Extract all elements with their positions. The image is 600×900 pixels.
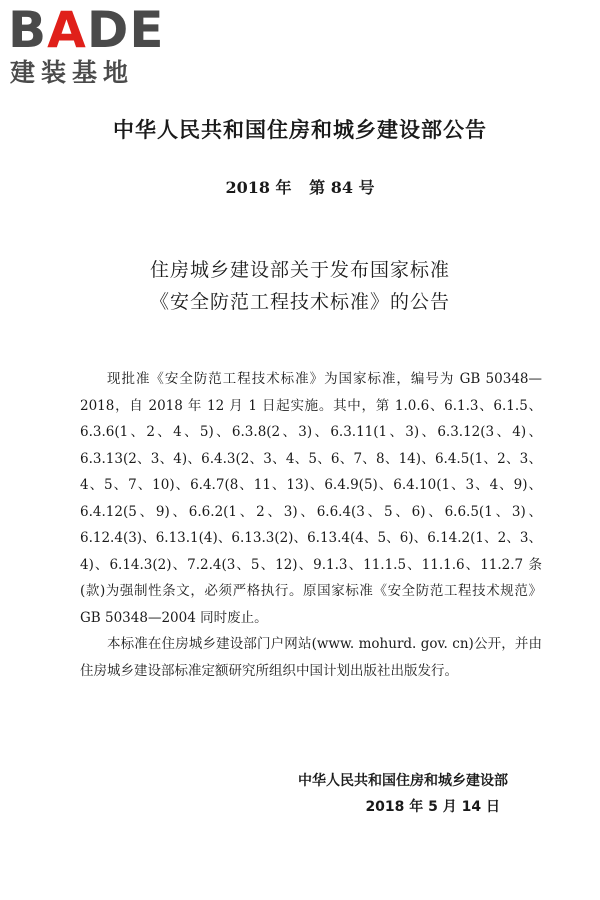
body-paragraph-1: 现批准《安全防范工程技术标准》为国家标准，编号为 GB 50348—2018，自 2018 年 12 月 1 日起实施。其中，第 1.0.6、6.1.3、6.1.5、6.3.6(1、2、4、5)、6.3.8(2、3)、6.3.11(1、3)、6.3.12(3、4)、6.3.13(2、3、4)、6.4.3(2、3、4、5、6、7、8、14)、6.4.5(1、2、3、4、5、7、10)、6.4.7(8、11、13)、6.4.9(5)、6.4.10(1、3、4、9)、6.4.12(5、9)、6.6.2(1、2、3)、6.6.4(3、5、6)、6.6.5(1、3)、6.12.4(3)、6.13.1(4)、6.13.3(2)、6.13.4(4、5、6)、6.14.2(1、2、3、4)、6.14.3(2)、7.2.4(3、5、12)、9.1.3、11.1.5、11.1.6、11.2.7 条(款)为强制性条文，必须严格执行。原国家标准《安全防范工程技术规范》GB 50348—2004 同时废止。 xyxy=(80,371,542,626)
issue-number xyxy=(0,176,600,200)
notice-title-line2: 《安全防范工程技术标准》的公告 xyxy=(149,291,450,313)
signature-date: 2018 年 5 月 14 日 xyxy=(365,799,500,815)
signature-block xyxy=(298,768,508,820)
issue-year: 2018 年 xyxy=(225,178,292,197)
logo-letter-a: A xyxy=(47,1,87,59)
logo-subtitle: 建装基地 xyxy=(10,58,135,87)
logo-letter-b: B xyxy=(8,1,48,59)
bade-logo xyxy=(8,2,178,92)
logo-letters-de: DE xyxy=(86,1,165,59)
page-title: 中华人民共和国住房和城乡建设部公告 xyxy=(113,118,487,142)
notice-title xyxy=(0,254,600,318)
issue-no: 第 84 号 xyxy=(309,178,375,197)
notice-body xyxy=(80,366,542,684)
notice-title-line1: 住房城乡建设部关于发布国家标准 xyxy=(149,259,450,281)
logo-wordmark xyxy=(8,2,165,58)
body-paragraph-2: 本标准在住房城乡建设部门户网站(www. mohurd. gov. cn)公开，并由住房城乡建设部标准定额研究所组织中国计划出版社出版发行。 xyxy=(80,636,542,679)
signature-org: 中华人民共和国住房和城乡建设部 xyxy=(298,773,508,789)
